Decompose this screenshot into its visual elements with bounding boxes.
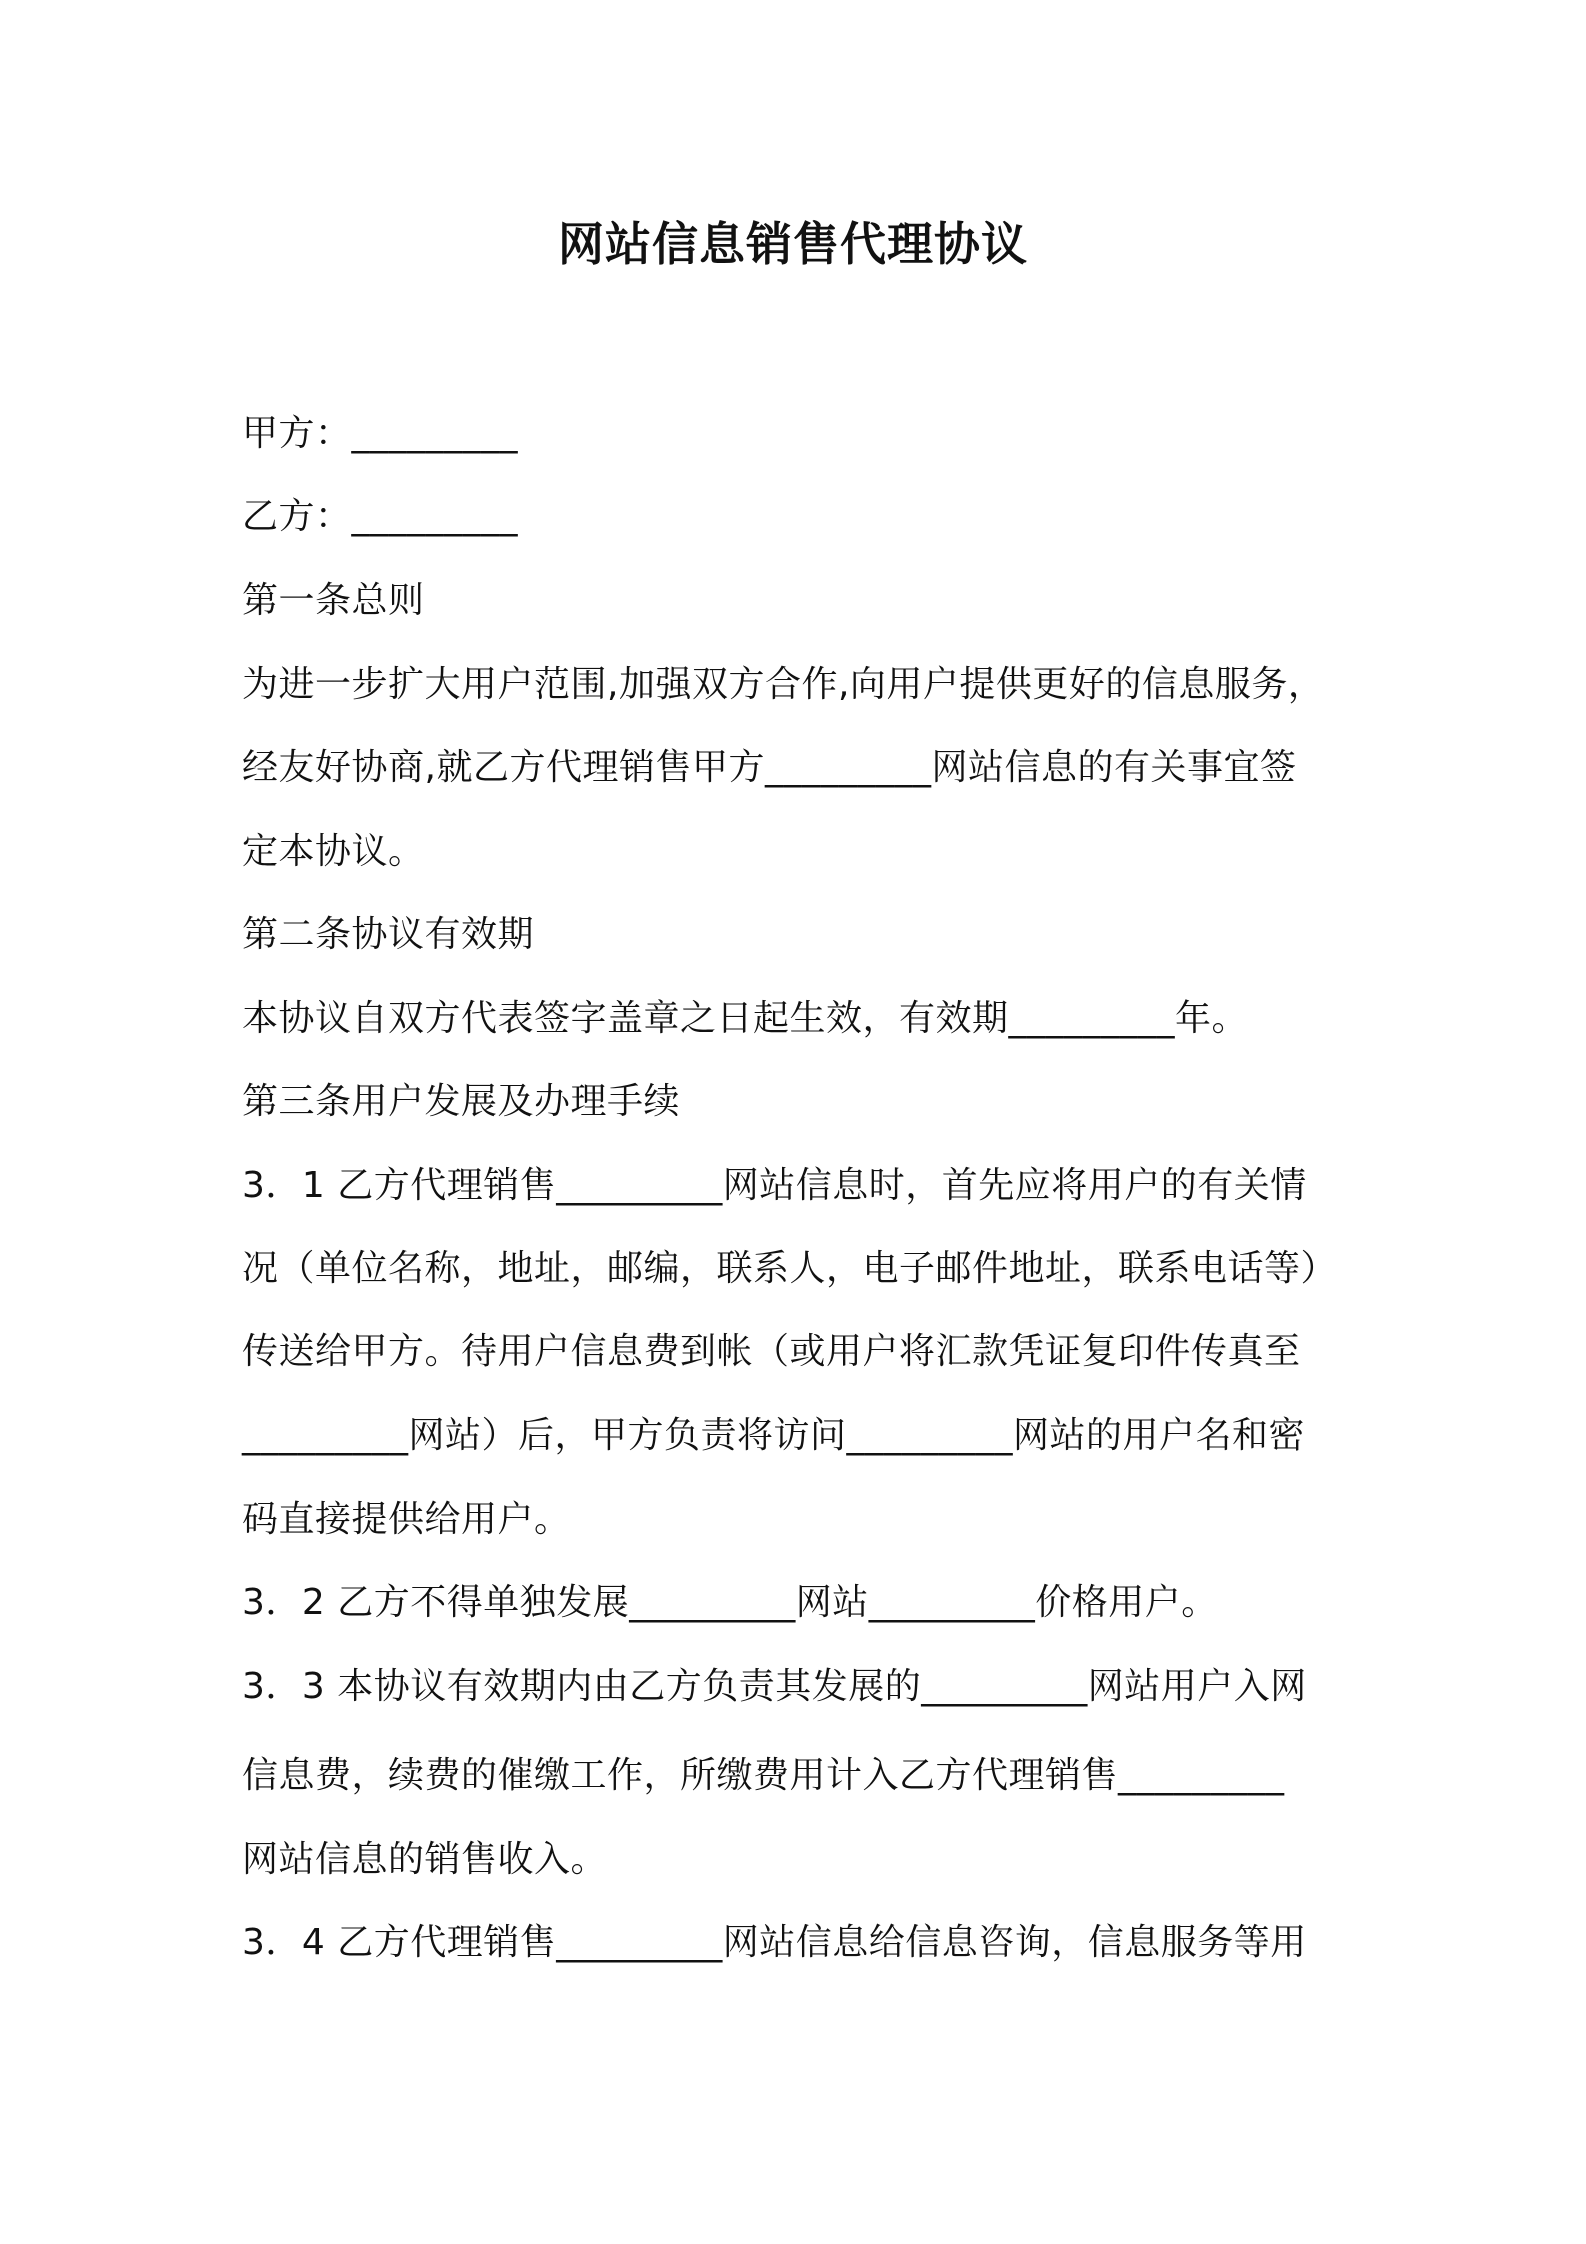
clause-3-3-line-2: 信息费，续费的催缴工作，所缴费用计入乙方代理销售_________ xyxy=(242,1755,1285,1796)
clause-3-1-line-2: 况（单位名称，地址，邮编，联系人，电子邮件地址，联系电话等） xyxy=(242,1248,1338,1289)
clause-3-1-line-4: _________网站）后，甲方负责将访问_________网站的用户名和密 xyxy=(242,1415,1306,1456)
article-2-text: 本协议自双方代表签字盖章之日起生效，有效期_________年。 xyxy=(242,998,1249,1039)
clause-3-1-line-1: 3．1 乙方代理销售_________网站信息时，首先应将用户的有关情 xyxy=(242,1165,1307,1206)
party-a-line: 甲方：_________ xyxy=(242,413,519,454)
article-1-text-line-1: 为进一步扩大用户范围,加强双方合作,向用户提供更好的信息服务， xyxy=(242,664,1325,705)
clause-3-2: 3．2 乙方不得单独发展_________网站_________价格用户。 xyxy=(242,1582,1218,1623)
article-3-heading: 第三条用户发展及办理手续 xyxy=(242,1081,681,1122)
clause-3-3-line-1: 3．3 本协议有效期内由乙方负责其发展的_________网站用户入网 xyxy=(242,1666,1307,1707)
document-title: 网站信息销售代理协议 xyxy=(558,217,1028,271)
clause-3-3-line-3: 网站信息的销售收入。 xyxy=(242,1839,608,1880)
clause-3-4-line-1: 3．4 乙方代理销售_________网站信息给信息咨询，信息服务等用 xyxy=(242,1922,1307,1963)
article-1-text-line-3: 定本协议。 xyxy=(242,831,425,872)
clause-3-1-line-5: 码直接提供给用户。 xyxy=(242,1499,571,1540)
article-2-heading: 第二条协议有效期 xyxy=(242,914,535,955)
party-b-line: 乙方：_________ xyxy=(242,496,519,537)
article-1-heading: 第一条总则 xyxy=(242,580,425,621)
article-1-text-line-2: 经友好协商,就乙方代理销售甲方_________网站信息的有关事宜签 xyxy=(242,747,1297,788)
clause-3-1-line-3: 传送给甲方。待用户信息费到帐（或用户将汇款凭证复印件传真至 xyxy=(242,1331,1301,1372)
